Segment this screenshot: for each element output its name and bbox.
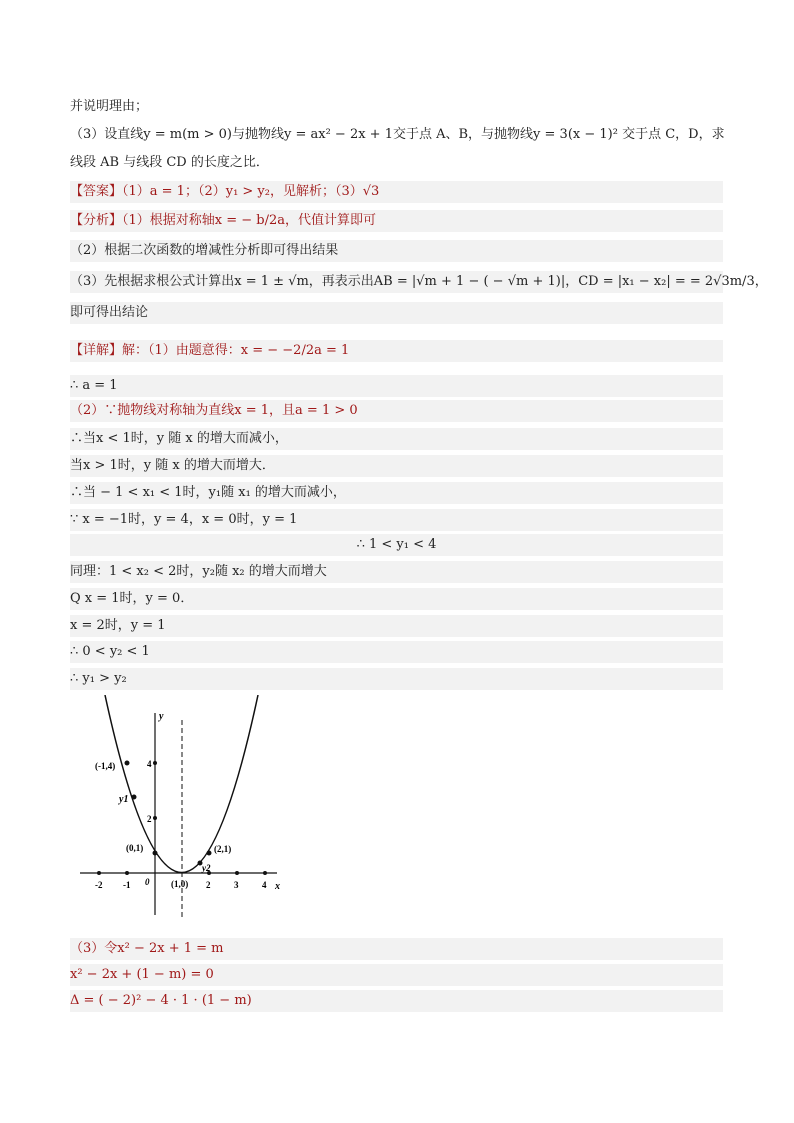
point-0-1 [153, 851, 158, 856]
detail-line-9: 同理：1 < x₂ < 2时，y₂随 x₂ 的增大而增大 [70, 561, 723, 583]
xtick-3-dot [235, 871, 239, 875]
detail-text-1: 【详解】解：（1）由题意得：x = − −2/2a = 1 [70, 343, 350, 358]
point-y1 [132, 795, 137, 800]
analysis-text-1: 【分析】（1）根据对称轴x = − b/2a，代值计算即可 [70, 213, 377, 228]
xtick-neg2-dot [97, 871, 101, 875]
analysis-line-4: 即可得出结论 [70, 302, 723, 324]
label-2-1: (2,1) [214, 844, 232, 854]
detail-line-4: ∴当x < 1时，y 随 x 的增大而减小， [70, 428, 723, 450]
label-y2: y2 [202, 863, 211, 873]
detail-text-16: Δ = ( − 2)² − 4 · 1 · (1 − m) [70, 993, 252, 1008]
analysis-line-2: （2）根据二次函数的增减性分析即可得出结果 [70, 240, 723, 262]
xtick-neg1: -1 [123, 880, 131, 890]
detail-line-6: ∴当 − 1 < x₁ < 1时，y₁随 x₁ 的增大而减小， [70, 482, 723, 504]
question-3-line-1: （3）设直线y = m(m > 0)与抛物线y = ax² − 2x + 1交于点 A、B，与抛物线y = 3(x − 1)² 交于点 C，D，求 [70, 127, 725, 142]
detail-line-1 [70, 340, 723, 362]
question-3-line-2: 线段 AB 与线段 CD 的长度之比． [70, 155, 269, 170]
answer-text: 【答案】（1）a = 1；（2）y₁ > y₂，见解析；（3）√3 [70, 184, 380, 199]
detail-line-13: ∴ y₁ > y₂ [70, 668, 723, 690]
detail-line-11: x = 2时，y = 1 [70, 615, 723, 637]
label-y1: y1 [119, 794, 129, 805]
detail-line-12: ∴ 0 < y₂ < 1 [70, 641, 723, 663]
analysis-line-1 [70, 210, 723, 232]
point-neg1-4 [125, 761, 130, 766]
detail-line-7: ∵ x = −1时，y = 4，x = 0时，y = 1 [70, 509, 723, 531]
xtick-2: 2 [206, 880, 211, 890]
label-1-0: (1,0) [171, 879, 189, 889]
label-neg1-4: (-1,4) [95, 761, 116, 771]
label-0-1: (0,1) [126, 843, 144, 853]
text-line: 并说明理由； [70, 99, 149, 114]
detail-line-15 [70, 964, 723, 986]
detail-line-8: ∴ 1 < y₁ < 4 [70, 534, 723, 556]
detail-line-5: 当x > 1时，y 随 x 的增大而增大． [70, 455, 723, 477]
xtick-4-dot [263, 871, 267, 875]
ytick-4-dot [153, 761, 157, 765]
y-axis-label: y [159, 711, 164, 722]
ytick-2: 2 [147, 814, 152, 824]
parabola-graph [72, 695, 288, 928]
xtick-3: 3 [234, 880, 239, 890]
xtick-neg2: -2 [95, 880, 103, 890]
detail-text-15: x² − 2x + (1 − m) = 0 [70, 967, 214, 982]
detail-text-3: （2）∵抛物线对称轴为直线x = 1，且a = 1 > 0 [70, 403, 358, 418]
detail-line-3 [70, 400, 723, 422]
detail-line-16 [70, 990, 723, 1012]
xtick-4: 4 [262, 880, 267, 890]
detail-line-14 [70, 938, 723, 960]
xtick-neg1-dot [125, 871, 129, 875]
analysis-line-3: （3）先根据求根公式计算出x = 1 ± √m，再表示出AB = |√m + 1 − ( − √m + 1)|，CD = |x₁ − x₂| = = 2√3m/3， [70, 271, 723, 293]
x-axis-label: x [275, 881, 280, 892]
ytick-2-dot [153, 816, 157, 820]
ytick-4: 4 [147, 759, 152, 769]
detail-line-10: Q x = 1时，y = 0． [70, 588, 723, 610]
detail-line-2: ∴ a = 1 [70, 375, 723, 397]
point-2-1 [207, 851, 212, 856]
xtick-0: 0 [145, 877, 150, 887]
answer-line [70, 181, 723, 203]
graph-svg [72, 695, 288, 928]
detail-text-14: （3）令x² − 2x + 1 = m [70, 941, 224, 956]
